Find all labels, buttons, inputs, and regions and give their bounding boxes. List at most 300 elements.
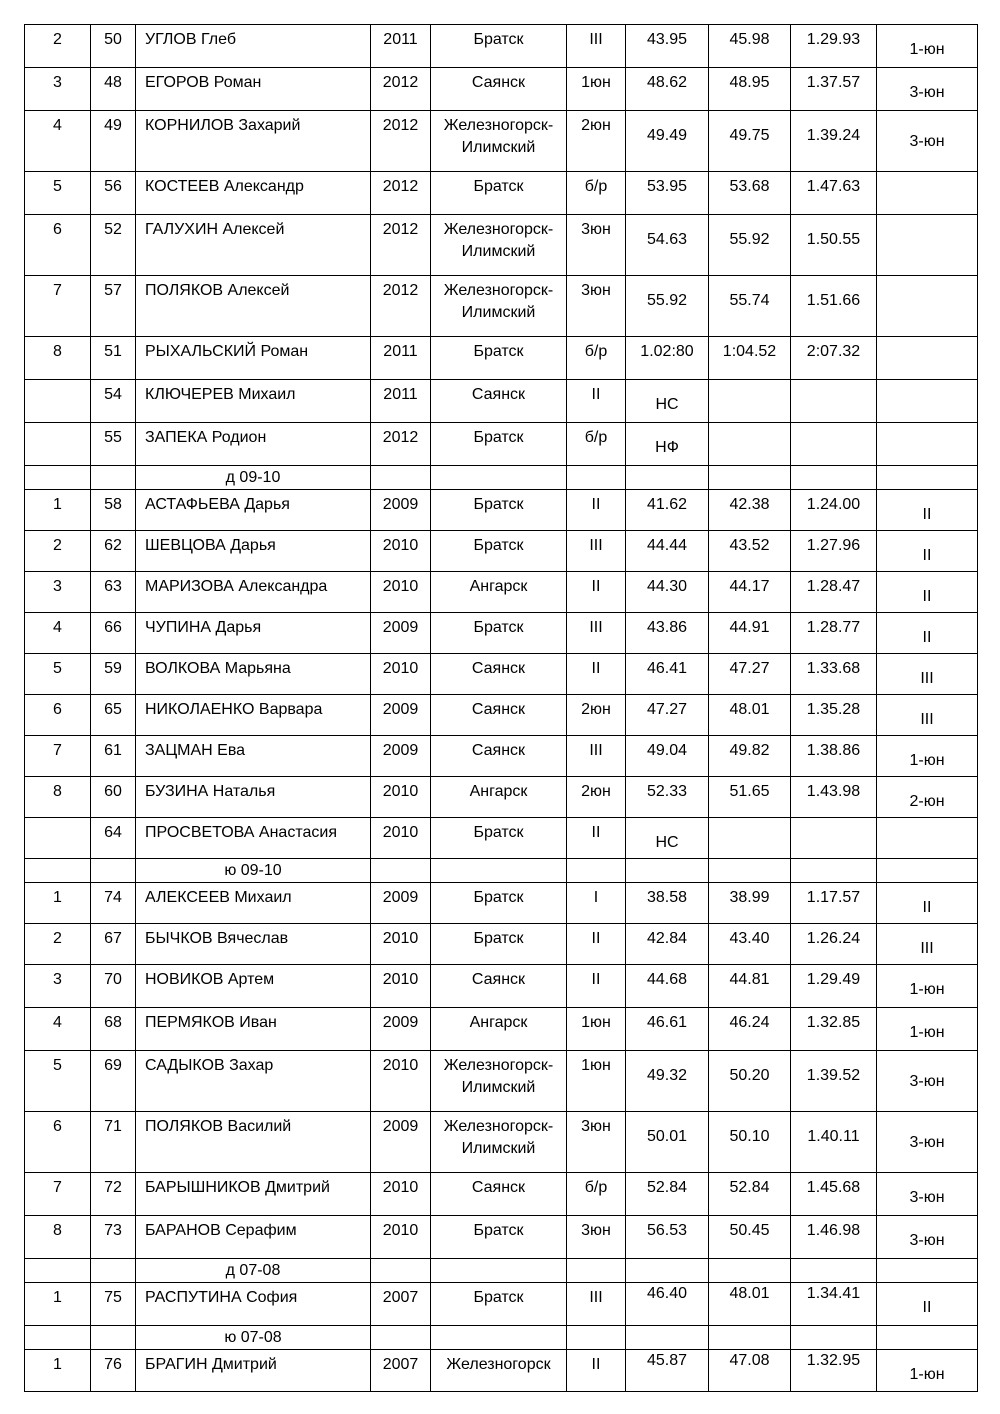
place-cell bbox=[25, 68, 91, 111]
run1-time: 54.63 bbox=[646, 231, 688, 248]
bib-number-cell bbox=[91, 531, 136, 572]
place-cell bbox=[25, 276, 91, 337]
athlete-name-cell bbox=[136, 215, 371, 276]
birth-year-cell bbox=[371, 1173, 431, 1216]
birth-year: 2010 bbox=[382, 537, 419, 554]
birth-year-cell bbox=[371, 423, 431, 466]
place: 2 bbox=[53, 31, 62, 48]
table-row bbox=[25, 613, 978, 654]
total-time-cell bbox=[791, 531, 877, 572]
bib-number-cell bbox=[91, 1173, 136, 1216]
place-cell bbox=[25, 380, 91, 423]
city: Железногорск-Илимский bbox=[443, 1057, 554, 1096]
run2-time-cell bbox=[709, 883, 791, 924]
run2-time-cell bbox=[709, 736, 791, 777]
athlete-name-cell bbox=[136, 777, 371, 818]
group-t1-cell bbox=[626, 859, 709, 883]
place-cell bbox=[25, 572, 91, 613]
place-cell bbox=[25, 818, 91, 859]
athlete-name: АЛЕКСЕЕВ Михаил bbox=[145, 889, 292, 906]
awarded-grade-cell bbox=[877, 1112, 978, 1173]
athlete-name: ВОЛКОВА Марьяна bbox=[145, 660, 291, 677]
status-code: НС bbox=[655, 834, 679, 851]
sport-rank: III bbox=[589, 537, 603, 554]
athlete-name-cell bbox=[136, 380, 371, 423]
status-code: НФ bbox=[655, 439, 679, 456]
run2-time-cell bbox=[709, 276, 791, 337]
birth-year-cell bbox=[371, 1216, 431, 1259]
sport-rank: 1юн bbox=[581, 1014, 611, 1031]
awarded-grade-cell bbox=[877, 215, 978, 276]
awarded-grade-cell bbox=[877, 1173, 978, 1216]
place-cell bbox=[25, 25, 91, 68]
place: 5 bbox=[53, 178, 62, 195]
sport-rank-cell bbox=[567, 924, 626, 965]
sport-rank-cell bbox=[567, 965, 626, 1008]
place: 8 bbox=[53, 1222, 62, 1239]
sport-rank: III bbox=[589, 31, 603, 48]
run2-time-cell bbox=[709, 111, 791, 172]
birth-year-cell bbox=[371, 276, 431, 337]
bib-number-cell bbox=[91, 276, 136, 337]
total-time: 1.40.11 bbox=[807, 1128, 860, 1145]
group-header-row bbox=[25, 1326, 978, 1350]
sport-rank: I bbox=[593, 889, 599, 906]
group-rank-cell bbox=[567, 1326, 626, 1350]
total-time-cell bbox=[791, 777, 877, 818]
sport-rank: б/р bbox=[584, 429, 608, 446]
table-row bbox=[25, 572, 978, 613]
run1-time-cell bbox=[626, 111, 709, 172]
place: 6 bbox=[53, 1118, 62, 1135]
bib-number-cell bbox=[91, 111, 136, 172]
run1-time-cell bbox=[626, 572, 709, 613]
awarded-grade: II bbox=[922, 1299, 932, 1316]
total-time-cell bbox=[791, 695, 877, 736]
awarded-grade-cell bbox=[877, 1216, 978, 1259]
place-cell bbox=[25, 613, 91, 654]
city-cell bbox=[431, 423, 567, 466]
bib-number: 68 bbox=[104, 1014, 122, 1031]
sport-rank: II bbox=[591, 824, 601, 841]
birth-year-cell bbox=[371, 654, 431, 695]
run2-time: 43.40 bbox=[729, 930, 770, 947]
run2-time: 47.27 bbox=[729, 660, 770, 677]
athlete-name: РЫХАЛЬСКИЙ Роман bbox=[145, 343, 309, 360]
birth-year: 2012 bbox=[382, 178, 419, 195]
sport-rank: II bbox=[591, 930, 601, 947]
run1-time: 56.53 bbox=[646, 1222, 688, 1239]
place: 7 bbox=[53, 1179, 62, 1196]
place: 5 bbox=[53, 1057, 62, 1074]
birth-year-cell bbox=[371, 172, 431, 215]
awarded-grade: 3-юн bbox=[909, 1134, 945, 1151]
sport-rank: б/р bbox=[584, 1179, 608, 1196]
awarded-grade-cell bbox=[877, 777, 978, 818]
run1-time-cell bbox=[626, 1051, 709, 1112]
place-cell bbox=[25, 423, 91, 466]
birth-year: 2010 bbox=[382, 660, 419, 677]
run1-time: 48.62 bbox=[646, 74, 688, 91]
place-cell bbox=[25, 172, 91, 215]
bib-number-cell bbox=[91, 68, 136, 111]
run1-time-cell bbox=[626, 1216, 709, 1259]
place-cell bbox=[25, 1112, 91, 1173]
bib-number: 49 bbox=[104, 117, 122, 134]
awarded-grade: 3-юн bbox=[909, 133, 945, 150]
place: 4 bbox=[53, 619, 62, 636]
birth-year: 2007 bbox=[382, 1289, 419, 1306]
sport-rank-cell bbox=[567, 531, 626, 572]
run1-time-cell bbox=[626, 736, 709, 777]
bib-number: 76 bbox=[104, 1356, 122, 1373]
city: Саянск bbox=[471, 660, 526, 677]
table-row bbox=[25, 1283, 978, 1326]
bib-number: 48 bbox=[104, 74, 122, 91]
place-cell bbox=[25, 111, 91, 172]
table-row bbox=[25, 531, 978, 572]
athlete-name: ПРОСВЕТОВА Анастасия bbox=[145, 824, 337, 841]
bib-number: 63 bbox=[104, 578, 122, 595]
awarded-grade: 1-юн bbox=[909, 41, 945, 58]
athlete-name-cell bbox=[136, 423, 371, 466]
place-cell bbox=[25, 531, 91, 572]
empty-grade-cell bbox=[877, 818, 978, 859]
bib-number: 50 bbox=[104, 31, 122, 48]
athlete-name: УГЛОВ Глеб bbox=[145, 31, 236, 48]
awarded-grade: 1-юн bbox=[909, 752, 945, 769]
total-time: 1.24.00 bbox=[806, 496, 861, 513]
run1-time: 1.02:80 bbox=[640, 343, 694, 360]
bib-number: 56 bbox=[104, 178, 122, 195]
run1-time-cell bbox=[626, 883, 709, 924]
athlete-name-cell bbox=[136, 1008, 371, 1051]
athlete-name: НИКОЛАЕНКО Варвара bbox=[145, 701, 323, 718]
bib-number-cell bbox=[91, 1008, 136, 1051]
city: Саянск bbox=[471, 386, 526, 403]
group-bib-cell bbox=[91, 859, 136, 883]
total-time-cell bbox=[791, 1112, 877, 1173]
birth-year: 2010 bbox=[382, 578, 419, 595]
table-row bbox=[25, 1173, 978, 1216]
total-time-cell bbox=[791, 654, 877, 695]
birth-year: 2009 bbox=[382, 1118, 419, 1135]
results-table bbox=[24, 24, 978, 1392]
run2-time: 48.95 bbox=[729, 74, 770, 91]
group-t2-cell bbox=[709, 859, 791, 883]
group-header-row bbox=[25, 1259, 978, 1283]
athlete-name-cell bbox=[136, 883, 371, 924]
sport-rank: II bbox=[591, 386, 601, 403]
place: 7 bbox=[53, 282, 62, 299]
empty-tot-cell bbox=[791, 423, 877, 466]
run2-time: 53.68 bbox=[729, 178, 770, 195]
group-header-row bbox=[25, 466, 978, 490]
athlete-name: МАРИЗОВА Александра bbox=[145, 578, 328, 595]
run2-time-cell bbox=[709, 1350, 791, 1392]
birth-year-cell bbox=[371, 736, 431, 777]
run1-time: 44.30 bbox=[646, 578, 688, 595]
bib-number: 66 bbox=[104, 619, 122, 636]
group-t1-cell bbox=[626, 466, 709, 490]
sport-rank-cell bbox=[567, 695, 626, 736]
awarded-grade-cell bbox=[877, 25, 978, 68]
awarded-grade-cell bbox=[877, 965, 978, 1008]
athlete-name: ГАЛУХИН Алексей bbox=[145, 221, 285, 238]
birth-year: 2012 bbox=[382, 74, 419, 91]
run2-time-cell bbox=[709, 1173, 791, 1216]
sport-rank-cell bbox=[567, 736, 626, 777]
birth-year: 2010 bbox=[382, 971, 419, 988]
athlete-name: ЗАПЕКА Родион bbox=[145, 429, 267, 446]
awarded-grade-cell bbox=[877, 490, 978, 531]
city: Ангарск bbox=[469, 783, 528, 800]
awarded-grade-cell bbox=[877, 1283, 978, 1326]
group-place-cell bbox=[25, 1259, 91, 1283]
run1-time-cell bbox=[626, 172, 709, 215]
bib-number-cell bbox=[91, 172, 136, 215]
awarded-grade: 3-юн bbox=[909, 1232, 945, 1249]
city-cell bbox=[431, 777, 567, 818]
sport-rank: 3юн bbox=[581, 1222, 611, 1239]
table-row bbox=[25, 654, 978, 695]
table-row bbox=[25, 695, 978, 736]
bib-number: 59 bbox=[104, 660, 122, 677]
birth-year: 2009 bbox=[382, 496, 419, 513]
sport-rank: 3юн bbox=[581, 282, 611, 299]
city: Железногорск-Илимский bbox=[443, 221, 554, 260]
run2-time-cell bbox=[709, 1051, 791, 1112]
run1-time: 46.41 bbox=[646, 660, 688, 677]
city-cell bbox=[431, 1008, 567, 1051]
athlete-name: КОСТЕЕВ Александр bbox=[145, 178, 304, 195]
birth-year-cell bbox=[371, 883, 431, 924]
place-cell bbox=[25, 654, 91, 695]
awarded-grade: 1-юн bbox=[909, 1024, 945, 1041]
bib-number-cell bbox=[91, 924, 136, 965]
sport-rank: 3юн bbox=[581, 1118, 611, 1135]
sport-rank-cell bbox=[567, 1350, 626, 1392]
place-cell bbox=[25, 1216, 91, 1259]
run1-time: 45.87 bbox=[646, 1352, 688, 1369]
sport-rank: 1юн bbox=[581, 1057, 611, 1074]
sport-rank-cell bbox=[567, 1283, 626, 1326]
run2-time-cell bbox=[709, 572, 791, 613]
place-cell bbox=[25, 1173, 91, 1216]
group-bib-cell bbox=[91, 1259, 136, 1283]
run1-time-cell bbox=[626, 337, 709, 380]
run1-time: 38.58 bbox=[646, 889, 688, 906]
bib-number-cell bbox=[91, 215, 136, 276]
birth-year-cell bbox=[371, 1112, 431, 1173]
athlete-name: ШЕВЦОВА Дарья bbox=[145, 537, 276, 554]
place-cell bbox=[25, 1350, 91, 1392]
athlete-name-cell bbox=[136, 572, 371, 613]
athlete-name-cell bbox=[136, 276, 371, 337]
athlete-name: РАСПУТИНА София bbox=[145, 1289, 298, 1306]
total-time-cell bbox=[791, 172, 877, 215]
total-time-cell bbox=[791, 490, 877, 531]
awarded-grade-cell bbox=[877, 337, 978, 380]
total-time: 1.33.68 bbox=[806, 660, 861, 677]
table-row bbox=[25, 924, 978, 965]
athlete-name: БАРАНОВ Серафим bbox=[145, 1222, 297, 1239]
birth-year: 2011 bbox=[383, 31, 418, 48]
awarded-grade: 3-юн bbox=[909, 84, 945, 101]
city-cell bbox=[431, 965, 567, 1008]
run1-time: 44.44 bbox=[646, 537, 688, 554]
place-cell bbox=[25, 215, 91, 276]
table-row bbox=[25, 777, 978, 818]
run1-time: 43.95 bbox=[646, 31, 688, 48]
awarded-grade bbox=[877, 215, 977, 235]
bib-number: 75 bbox=[104, 1289, 122, 1306]
run1-time-cell bbox=[626, 215, 709, 276]
awarded-grade-cell bbox=[877, 68, 978, 111]
bib-number: 65 bbox=[104, 701, 122, 718]
bib-number: 54 bbox=[104, 386, 122, 403]
awarded-grade-cell bbox=[877, 111, 978, 172]
run2-time-cell bbox=[709, 25, 791, 68]
place-cell bbox=[25, 924, 91, 965]
athlete-name: НОВИКОВ Артем bbox=[145, 971, 275, 988]
city: Ангарск bbox=[469, 1014, 528, 1031]
run2-time: 48.01 bbox=[729, 1285, 770, 1302]
sport-rank: III bbox=[589, 742, 603, 759]
run2-time-cell bbox=[709, 1112, 791, 1173]
athlete-name-cell bbox=[136, 1051, 371, 1112]
awarded-grade: II bbox=[922, 899, 932, 916]
birth-year-cell bbox=[371, 572, 431, 613]
awarded-grade: 2-юн bbox=[909, 793, 945, 810]
sport-rank-cell bbox=[567, 215, 626, 276]
birth-year: 2011 bbox=[383, 343, 418, 360]
sport-rank-cell bbox=[567, 1216, 626, 1259]
sport-rank: 1юн bbox=[581, 74, 611, 91]
sport-rank-cell bbox=[567, 1008, 626, 1051]
run2-time-cell bbox=[709, 777, 791, 818]
run1-time-cell bbox=[626, 695, 709, 736]
athlete-name-cell bbox=[136, 965, 371, 1008]
group-label-cell bbox=[136, 1259, 371, 1283]
bib-number-cell bbox=[91, 777, 136, 818]
run1-time-cell bbox=[626, 1173, 709, 1216]
birth-year-cell bbox=[371, 337, 431, 380]
awarded-grade bbox=[877, 337, 977, 351]
empty-tot-cell bbox=[791, 818, 877, 859]
birth-year: 2010 bbox=[382, 930, 419, 947]
bib-number-cell bbox=[91, 1350, 136, 1392]
run2-time-cell bbox=[709, 1008, 791, 1051]
athlete-name-cell bbox=[136, 490, 371, 531]
group-label: д 09-10 bbox=[225, 469, 281, 486]
sport-rank-cell bbox=[567, 172, 626, 215]
table-row bbox=[25, 883, 978, 924]
run2-time: 49.82 bbox=[729, 742, 770, 759]
place-cell bbox=[25, 736, 91, 777]
bib-number-cell bbox=[91, 1112, 136, 1173]
group-grade-cell bbox=[877, 1326, 978, 1350]
birth-year-cell bbox=[371, 818, 431, 859]
total-time: 1.46.98 bbox=[806, 1222, 861, 1239]
birth-year-cell bbox=[371, 68, 431, 111]
athlete-name-cell bbox=[136, 1283, 371, 1326]
total-time: 1.28.47 bbox=[806, 578, 861, 595]
athlete-name: БАРЫШНИКОВ Дмитрий bbox=[145, 1179, 330, 1196]
total-time-cell bbox=[791, 1051, 877, 1112]
group-t1-cell bbox=[626, 1326, 709, 1350]
group-bib-cell bbox=[91, 466, 136, 490]
run1-time: 42.84 bbox=[646, 930, 688, 947]
table-row bbox=[25, 276, 978, 337]
total-time-cell bbox=[791, 1216, 877, 1259]
awarded-grade-cell bbox=[877, 531, 978, 572]
bib-number-cell bbox=[91, 337, 136, 380]
athlete-name-cell bbox=[136, 25, 371, 68]
run1-time: 44.68 bbox=[646, 971, 688, 988]
run1-time: 47.27 bbox=[646, 701, 688, 718]
bib-number: 52 bbox=[104, 221, 122, 238]
group-rank-cell bbox=[567, 466, 626, 490]
city: Железногорск bbox=[446, 1356, 551, 1373]
run1-time-cell bbox=[626, 68, 709, 111]
awarded-grade-cell bbox=[877, 924, 978, 965]
city: Братск bbox=[473, 537, 524, 554]
awarded-grade-cell bbox=[877, 654, 978, 695]
birth-year-cell bbox=[371, 380, 431, 423]
birth-year-cell bbox=[371, 25, 431, 68]
awarded-grade: 3-юн bbox=[909, 1189, 945, 1206]
birth-year-cell bbox=[371, 695, 431, 736]
empty-grade-cell bbox=[877, 380, 978, 423]
bib-number: 58 bbox=[104, 496, 122, 513]
birth-year-cell bbox=[371, 613, 431, 654]
athlete-name: БУЗИНА Наталья bbox=[145, 783, 276, 800]
awarded-grade-cell bbox=[877, 172, 978, 215]
run2-time-cell bbox=[709, 613, 791, 654]
bib-number-cell bbox=[91, 818, 136, 859]
place-cell bbox=[25, 1283, 91, 1326]
athlete-name-cell bbox=[136, 818, 371, 859]
run2-time: 55.92 bbox=[729, 231, 770, 248]
total-time-cell bbox=[791, 215, 877, 276]
run2-time: 55.74 bbox=[729, 292, 770, 309]
place: 3 bbox=[53, 971, 62, 988]
city: Железногорск-Илимский bbox=[443, 1118, 554, 1157]
group-city-cell bbox=[431, 859, 567, 883]
city-cell bbox=[431, 1283, 567, 1326]
group-t2-cell bbox=[709, 466, 791, 490]
sport-rank-cell bbox=[567, 572, 626, 613]
city-cell bbox=[431, 924, 567, 965]
city-cell bbox=[431, 572, 567, 613]
run2-time: 44.17 bbox=[729, 578, 770, 595]
run2-time: 1:04.52 bbox=[722, 343, 777, 360]
sport-rank-cell bbox=[567, 25, 626, 68]
athlete-name-cell bbox=[136, 172, 371, 215]
empty-t2-cell bbox=[709, 423, 791, 466]
group-year-cell bbox=[371, 466, 431, 490]
place-cell bbox=[25, 883, 91, 924]
table-row bbox=[25, 172, 978, 215]
total-time-cell bbox=[791, 613, 877, 654]
place: 1 bbox=[53, 1289, 62, 1306]
sport-rank: 2юн bbox=[581, 701, 611, 718]
athlete-name-cell bbox=[136, 111, 371, 172]
athlete-name-cell bbox=[136, 736, 371, 777]
run2-time-cell bbox=[709, 965, 791, 1008]
athlete-name: БЫЧКОВ Вячеслав bbox=[145, 930, 289, 947]
